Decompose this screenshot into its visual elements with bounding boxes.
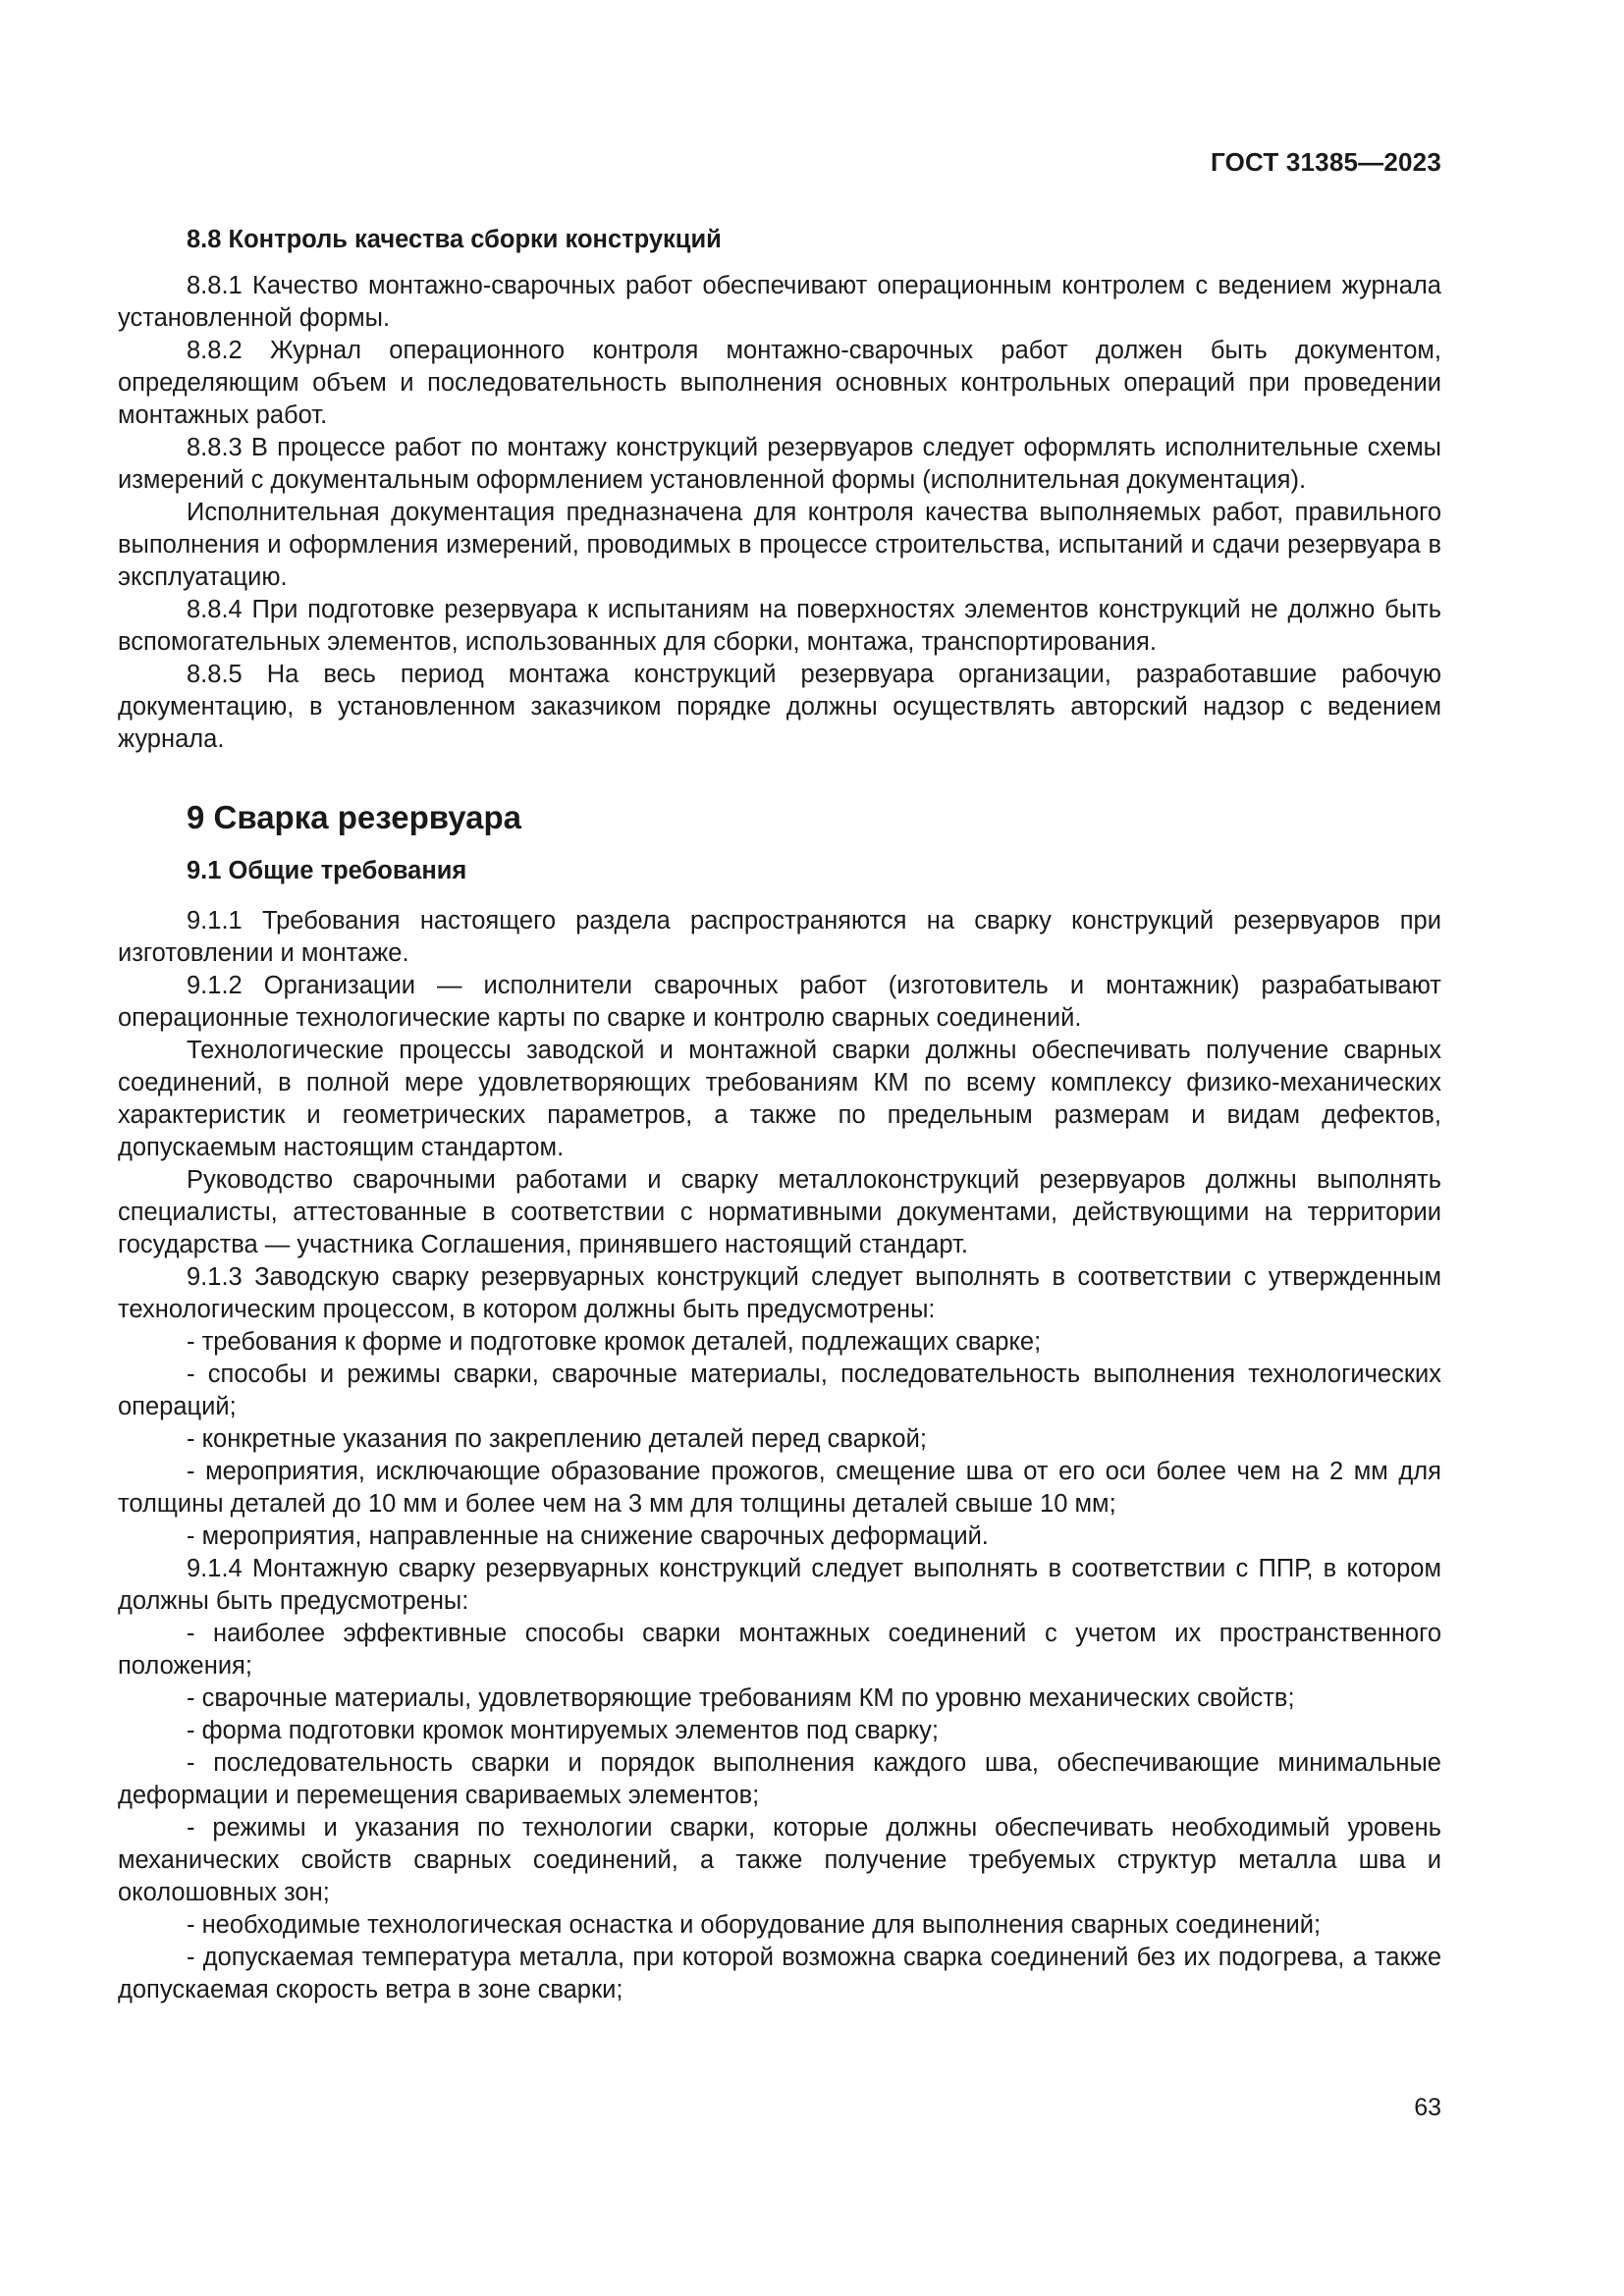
paragraph: Технологические процессы заводской и монтажной сварки должны обеспечивать получение сварных соединений, в полной мере удовлетворяющих требованиям КМ по всему комплексу физико-механических характеристик и геометрических параметров, а также по предельным размерам и видам дефектов, допускаемым настоящим стандартом. (118, 1037, 1441, 1161)
paragraph: 8.8.1 Качество монтажно-сварочных работ обеспечивают операционным контролем с ведением журнала установленной формы. (118, 272, 1441, 332)
subsection-heading-9-1: 9.1 Общие требования (187, 857, 467, 884)
list-item: - допускаемая температура металла, при которой возможна сварка соединений без их подогрева, а также допускаемая скорость ветра в зоне сварки; (118, 1944, 1441, 2003)
list-item: - мероприятия, исключающие образование прожогов, смещение шва от его оси более чем на 2 мм для толщины деталей до 10 мм и более чем на 3 мм для толщины деталей свыше 10 мм; (118, 1458, 1441, 1518)
paragraph: 8.8.2 Журнал операционного контроля монтажно-сварочных работ должен быть документом, определяющим объем и последовательность выполнения основных контрольных операций при проведении монтажных работ. (118, 337, 1441, 429)
page-number: 63 (1414, 2094, 1441, 2121)
document-code-header: ГОСТ 31385—2023 (1211, 147, 1441, 177)
list-item: - сварочные материалы, удовлетворяющие требованиям КМ по уровню механических свойств; (187, 1684, 1295, 1712)
list-item: - наиболее эффективные способы сварки монтажных соединений с учетом их пространственного положения; (118, 1620, 1441, 1680)
section-8-8-body (118, 270, 1441, 756)
list-item: - мероприятия, направленные на снижение сварочных деформаций. (187, 1522, 989, 1550)
section-heading-9: 9 Сварка резервуара (187, 799, 521, 835)
paragraph: 9.1.3 Заводскую сварку резервуарных конструкций следует выполнять в соответствии с утвержденным технологическим процессом, в котором должны быть предусмотрены: (118, 1263, 1441, 1323)
paragraph: Руководство сварочными работами и сварку металлоконструкций резервуаров должны выполнять специалисты, аттестованные в соответствии с нормативными документами, действующими на территории государства — участника Соглашения, принявшего настоящий стандарт. (118, 1166, 1441, 1258)
paragraph: 9.1.4 Монтажную сварку резервуарных конструкций следует выполнять в соответствии с ППР, в котором должны быть предусмотрены: (118, 1555, 1441, 1615)
list-item: - требования к форме и подготовке кромок деталей, подлежащих сварке; (187, 1328, 1042, 1356)
paragraph: 9.1.1 Требования настоящего раздела распространяются на сварку конструкций резервуаров при изготовлении и монтаже. (118, 907, 1441, 967)
list-item: - последовательность сварки и порядок выполнения каждого шва, обеспечивающие минимальные деформации и перемещения свариваемых элементов; (118, 1749, 1441, 1809)
subsection-heading-8-8: 8.8 Контроль качества сборки конструкций (187, 226, 722, 253)
list-item: - необходимые технологическая оснастка и оборудование для выполнения сварных соединений; (187, 1911, 1322, 1939)
page-content (118, 224, 1441, 2006)
paragraph: 9.1.2 Организации — исполнители сварочных работ (изготовитель и монтажник) разрабатывают операционные технологические карты по сварке и контролю сварных соединений. (118, 972, 1441, 1032)
list-item: - конкретные указания по закреплению деталей перед сваркой; (187, 1425, 927, 1453)
list-item: - способы и режимы сварки, сварочные материалы, последовательность выполнения технологических операций; (118, 1361, 1441, 1420)
paragraph: 8.8.5 На весь период монтажа конструкций резервуара организации, разработавшие рабочую документацию, в установленном заказчиком порядке должны осуществлять авторский надзор с ведением журнала. (118, 661, 1441, 753)
paragraph: 8.8.3 В процессе работ по монтажу конструкций резервуаров следует оформлять исполнительные схемы измерений с документальным оформлением установленной формы (исполнительная документация). (118, 434, 1441, 494)
paragraph: Исполнительная документация предназначена для контроля качества выполняемых работ, правильного выполнения и оформления измерений, проводимых в процессе строительства, испытаний и сдачи резервуара в эксплуатацию. (118, 499, 1441, 591)
list-item: - форма подготовки кромок монтируемых элементов под сварку; (187, 1717, 939, 1744)
paragraph: 8.8.4 При подготовке резервуара к испытаниям на поверхностях элементов конструкций не должно быть вспомогательных элементов, использованных для сборки, монтажа, транспортирования. (118, 596, 1441, 656)
section-9-1-body (118, 905, 1441, 2006)
list-item: - режимы и указания по технологии сварки, которые должны обеспечивать необходимый уровень механических свойств сварных соединений, а также получение требуемых структур металла шва и околошовных зон; (118, 1814, 1441, 1906)
